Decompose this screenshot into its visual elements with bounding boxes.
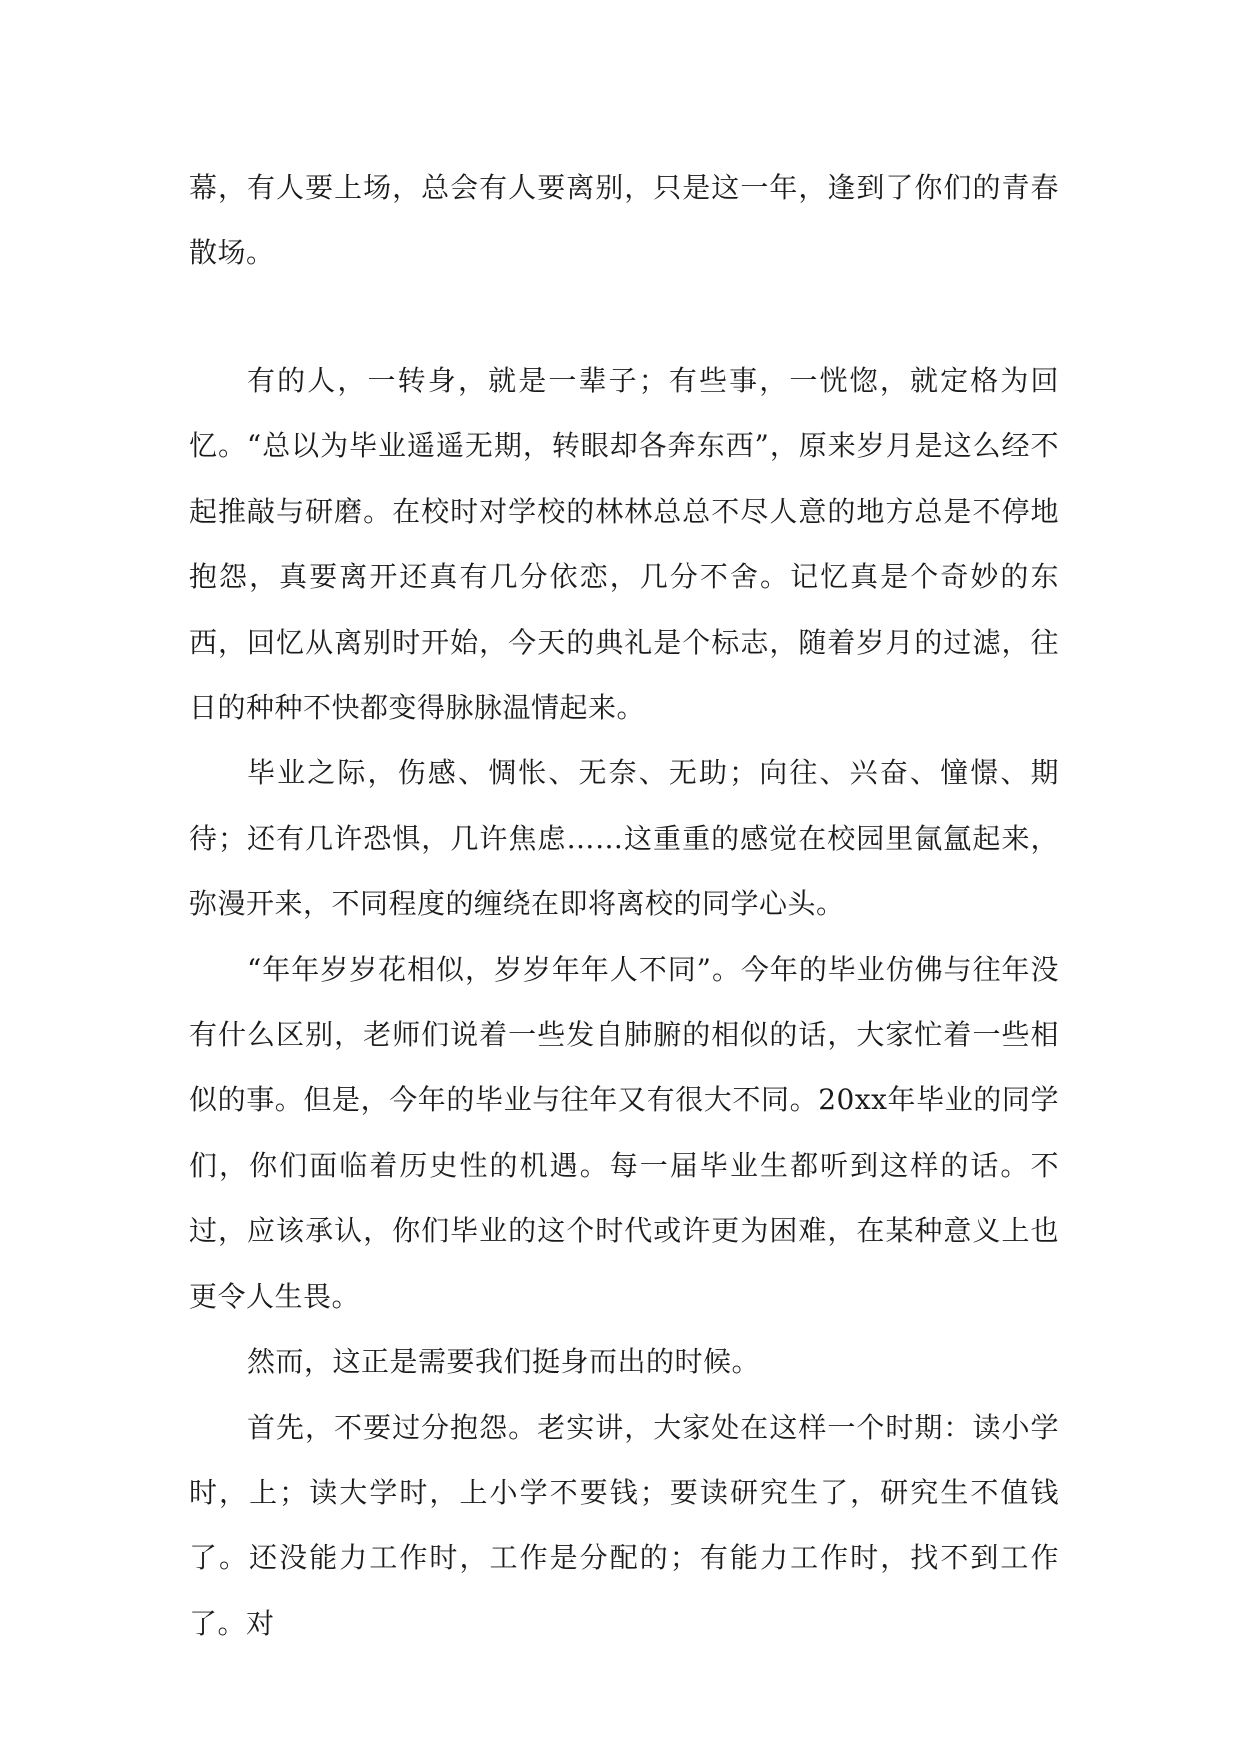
opening-text-block <box>189 155 1059 286</box>
main-text-block <box>189 348 1059 1656</box>
paragraph-2: 毕业之际，伤感、惆怅、无奈、无助；向往、兴奋、憧憬、期待；还有几许恐惧，几许焦虑……这重重的感觉在校园里氤氲起来，弥漫开来，不同程度的缠绕在即将离校的同学心头。 <box>189 756 1059 921</box>
paragraph-4: 然而，这正是需要我们挺身而出的时候。 <box>247 1345 761 1379</box>
paragraph-3: “年年岁岁花相似，岁岁年年人不同”。今年的毕业仿佛与往年没有什么区别，老师们说着一些发自肺腑的相似的话，大家忙着一些相似的事。但是，今年的毕业与往年又有很大不同。20xx年毕业的同学们，你们面临着历史性的机遇。每一届毕业生都听到这样的话。不过，应该承认，你们毕业的这个时代或许更为困难，在某种意义上也更令人生畏。 <box>189 952 1059 1313</box>
paragraph-5: 首先，不要过分抱怨。老实讲，大家处在这样一个时期：读小学时，上；读大学时，上小学不要钱；要读研究生了，研究生不值钱了。还没能力工作时，工作是分配的；有能力工作时，找不到工作了。对 <box>189 1410 1059 1640</box>
paragraph-1: 有的人，一转身，就是一辈子；有些事，一恍惚，就定格为回忆。“总以为毕业遥遥无期，转眼却各奔东西”，原来岁月是这么经不起推敲与研磨。在校时对学校的林林总总不尽人意的地方总是不停地抱怨，真要离开还真有几分依恋，几分不舍。记忆真是个奇妙的东西，回忆从离别时开始，今天的典礼是个标志，随着岁月的过滤，往日的种种不快都变得脉脉温情起来。 <box>189 364 1059 725</box>
paragraph-continuation: 幕，有人要上场，总会有人要离别，只是这一年，逢到了你们的青春散场。 <box>189 171 1059 270</box>
